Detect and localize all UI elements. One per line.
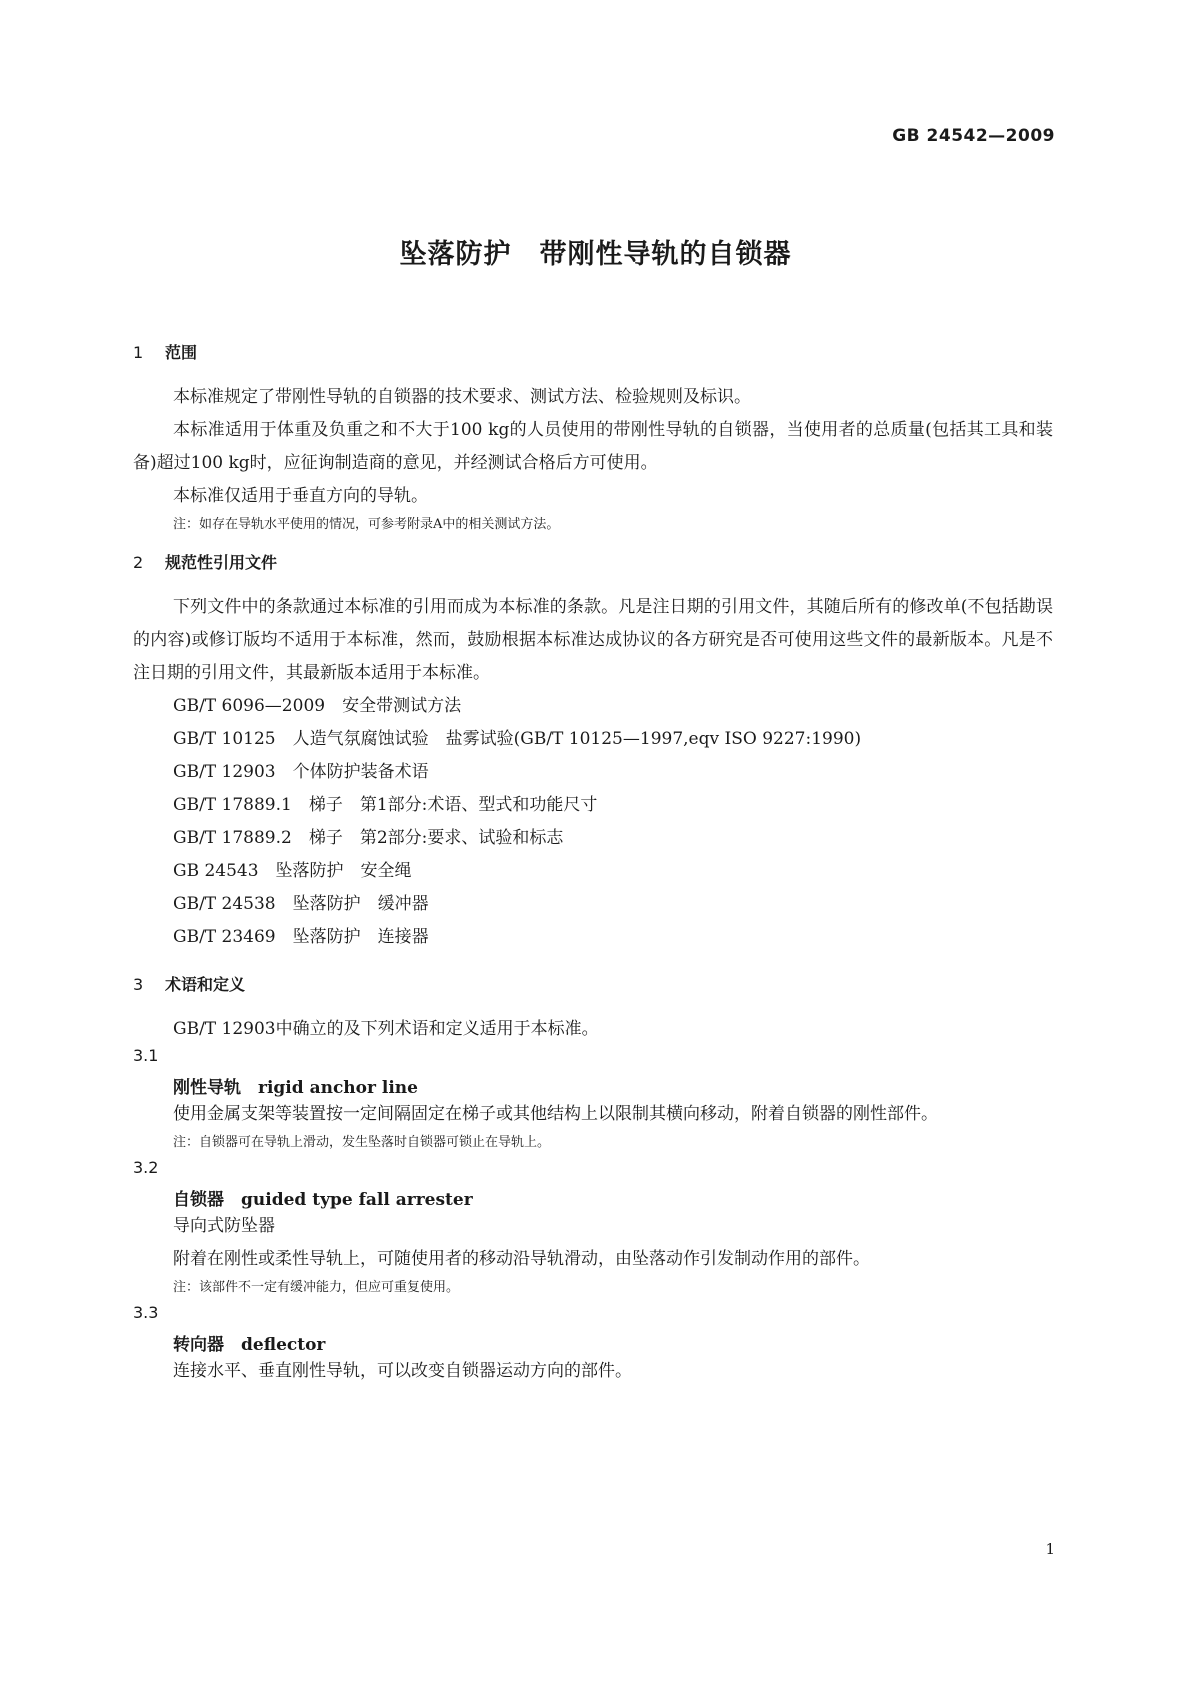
document-body <box>133 340 1053 1388</box>
note: 注：自锁器可在导轨上滑动，发生坠落时自锁器可锁止在导轨上。 <box>173 1135 551 1150</box>
section-heading-1 <box>133 340 1053 363</box>
page-number: 1 <box>1045 1540 1055 1558</box>
clause-number: 3.2 <box>133 1158 159 1177</box>
term-heading <box>133 1330 1053 1355</box>
standard-number: GB 24542—2009 <box>892 126 1055 146</box>
reference-item: GB/T 10125 人造气氛腐蚀试验 盐雾试验(GB/T 10125—1997,eqv ISO 9227:1990) <box>173 729 862 749</box>
paragraph: 本标准适用于体重及负重之和不大于100 kg的人员使用的带刚性导轨的自锁器，当使用者的总质量(包括其工具和装备)超过100 kg时，应征询制造商的意见，并经测试合格后方可使用。 <box>133 420 1053 473</box>
section-number: 3 <box>133 975 144 994</box>
section-title: 术语和定义 <box>165 975 246 994</box>
reference-item: GB/T 17889.1 梯子 第1部分:术语、型式和功能尺寸 <box>173 795 598 815</box>
term-cn: 自锁器 <box>173 1190 224 1210</box>
section-title: 范围 <box>165 343 198 362</box>
paragraph: GB/T 12903中确立的及下列术语和定义适用于本标准。 <box>173 1019 599 1039</box>
section-number: 2 <box>133 553 144 572</box>
term-en: deflector <box>241 1335 326 1355</box>
reference-item: GB/T 12903 个体防护装备术语 <box>173 762 429 782</box>
clause-number: 3.1 <box>133 1046 159 1065</box>
paragraph: 本标准仅适用于垂直方向的导轨。 <box>173 486 428 506</box>
reference-item: GB/T 17889.2 梯子 第2部分:要求、试验和标志 <box>173 828 564 848</box>
section-heading-2 <box>133 550 1053 573</box>
note: 注：该部件不一定有缓冲能力，但应可重复使用。 <box>173 1280 460 1295</box>
reference-item: GB/T 24538 坠落防护 缓冲器 <box>173 894 429 914</box>
term-en: rigid anchor line <box>258 1078 418 1098</box>
reference-item: GB 24543 坠落防护 安全绳 <box>173 861 412 881</box>
term-cn: 转向器 <box>173 1335 224 1355</box>
term-definition: 使用金属支架等装置按一定间隔固定在梯子或其他结构上以限制其横向移动，附着自锁器的刚性部件。 <box>173 1104 938 1124</box>
term-en: guided type fall arrester <box>241 1190 473 1210</box>
term-heading <box>133 1185 1053 1210</box>
term-definition: 连接水平、垂直刚性导轨，可以改变自锁器运动方向的部件。 <box>173 1361 632 1381</box>
paragraph: 本标准规定了带刚性导轨的自锁器的技术要求、测试方法、检验规则及标识。 <box>173 387 751 407</box>
term-alias: 导向式防坠器 <box>173 1216 275 1236</box>
reference-item: GB/T 6096—2009 安全带测试方法 <box>173 696 462 716</box>
term-heading <box>133 1073 1053 1098</box>
term-definition: 附着在刚性或柔性导轨上，可随使用者的移动沿导轨滑动，由坠落动作引发制动作用的部件。 <box>173 1249 870 1269</box>
section-title: 规范性引用文件 <box>165 553 278 572</box>
section-number: 1 <box>133 343 144 362</box>
section-heading-3 <box>133 972 1053 995</box>
note: 注：如存在导轨水平使用的情况，可参考附录A中的相关测试方法。 <box>173 517 560 532</box>
document-title: 坠落防护 带刚性导轨的自锁器 <box>399 239 792 270</box>
paragraph: 下列文件中的条款通过本标准的引用而成为本标准的条款。凡是注日期的引用文件，其随后所有的修改单(不包括勘误的内容)或修订版均不适用于本标准，然而，鼓励根据本标准达成协议的各方研究是否可使用这些文件的最新版本。凡是不注日期的引用文件，其最新版本适用于本标准。 <box>133 597 1053 683</box>
clause-number: 3.3 <box>133 1303 159 1322</box>
term-cn: 刚性导轨 <box>173 1078 241 1098</box>
reference-item: GB/T 23469 坠落防护 连接器 <box>173 927 429 947</box>
